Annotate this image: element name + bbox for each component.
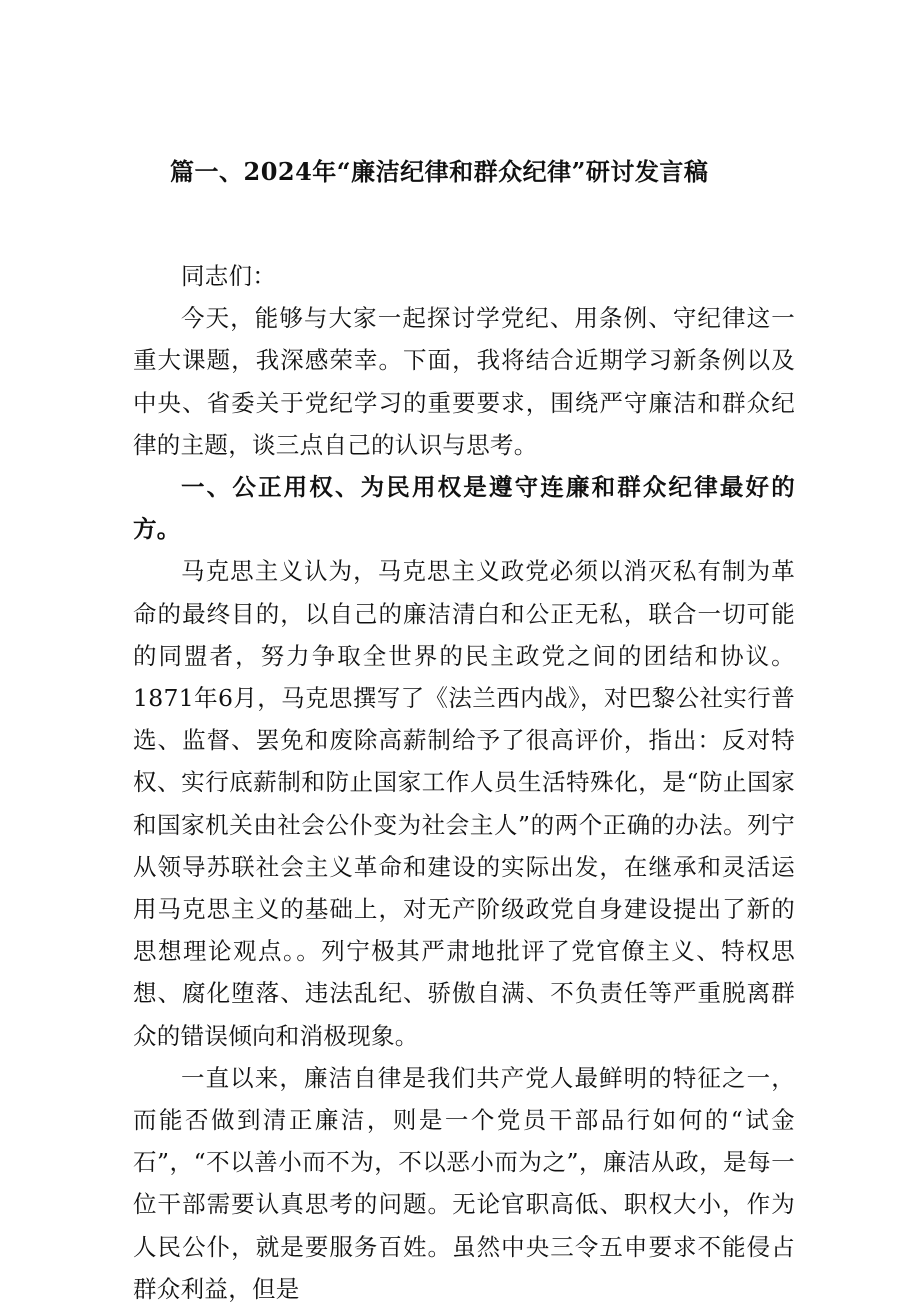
intro-paragraph: 今天，能够与大家一起探讨学党纪、用条例、守纪律这一重大课题，我深感荣幸。下面，我将结合近期学习新条例以及中央、省委关于党纪学习的重要要求，围绕严守廉洁和群众纪律的主题，谈三点自己的认识与思考。	[133, 304, 795, 459]
body-paragraph-integrity: 一直以来，廉洁自律是我们共产党人最鲜明的特征之一，而能否做到清正廉洁，则是一个党员干部品行如何的“试金石”，“不以善小而不为，不以恶小而为之”，廉洁从政，是每一位干部需要认真思考的问题。无论官职高低、职权大小，作为人民公仆，就是要服务百姓。虽然中央三令五申要求不能侵占群众利益，但是	[133, 1063, 795, 1303]
document-title: 篇一、2024年“廉洁纪律和群众纪律”研讨发言稿	[170, 157, 709, 186]
document-body	[133, 255, 795, 1310]
salutation-paragraph: 同志们：	[181, 262, 277, 290]
body-paragraph-marxism: 马克思主义认为，马克思主义政党必须以消灭私有制为革命的最终目的，以自己的廉洁清白和公正无私，联合一切可能的同盟者，努力争取全世界的民主政党之间的团结和协议。1871年6月，马克思撰写了《法兰西内战》，对巴黎公社实行普选、监督、罢免和废除高薪制给予了很高评价，指出：反对特权、实行底薪制和防止国家工作人员生活特殊化，是“防止国家和国家机关由社会公仆变为社会主人”的两个正确的办法。列宁从领导苏联社会主义革命和建设的实际出发，在继承和灵活运用马克思主义的基础上，对无产阶级政党自身建设提出了新的思想理论观点。。列宁极其严肃地批评了党官僚主义、特权思想、腐化堕落、违法乱纪、骄傲自满、不负责任等严重脱离群众的错误倾向和消极现象。	[133, 557, 795, 1050]
section-heading: 一、公正用权、为民用权是遵守连廉和群众纪律最好的方。	[133, 473, 795, 544]
